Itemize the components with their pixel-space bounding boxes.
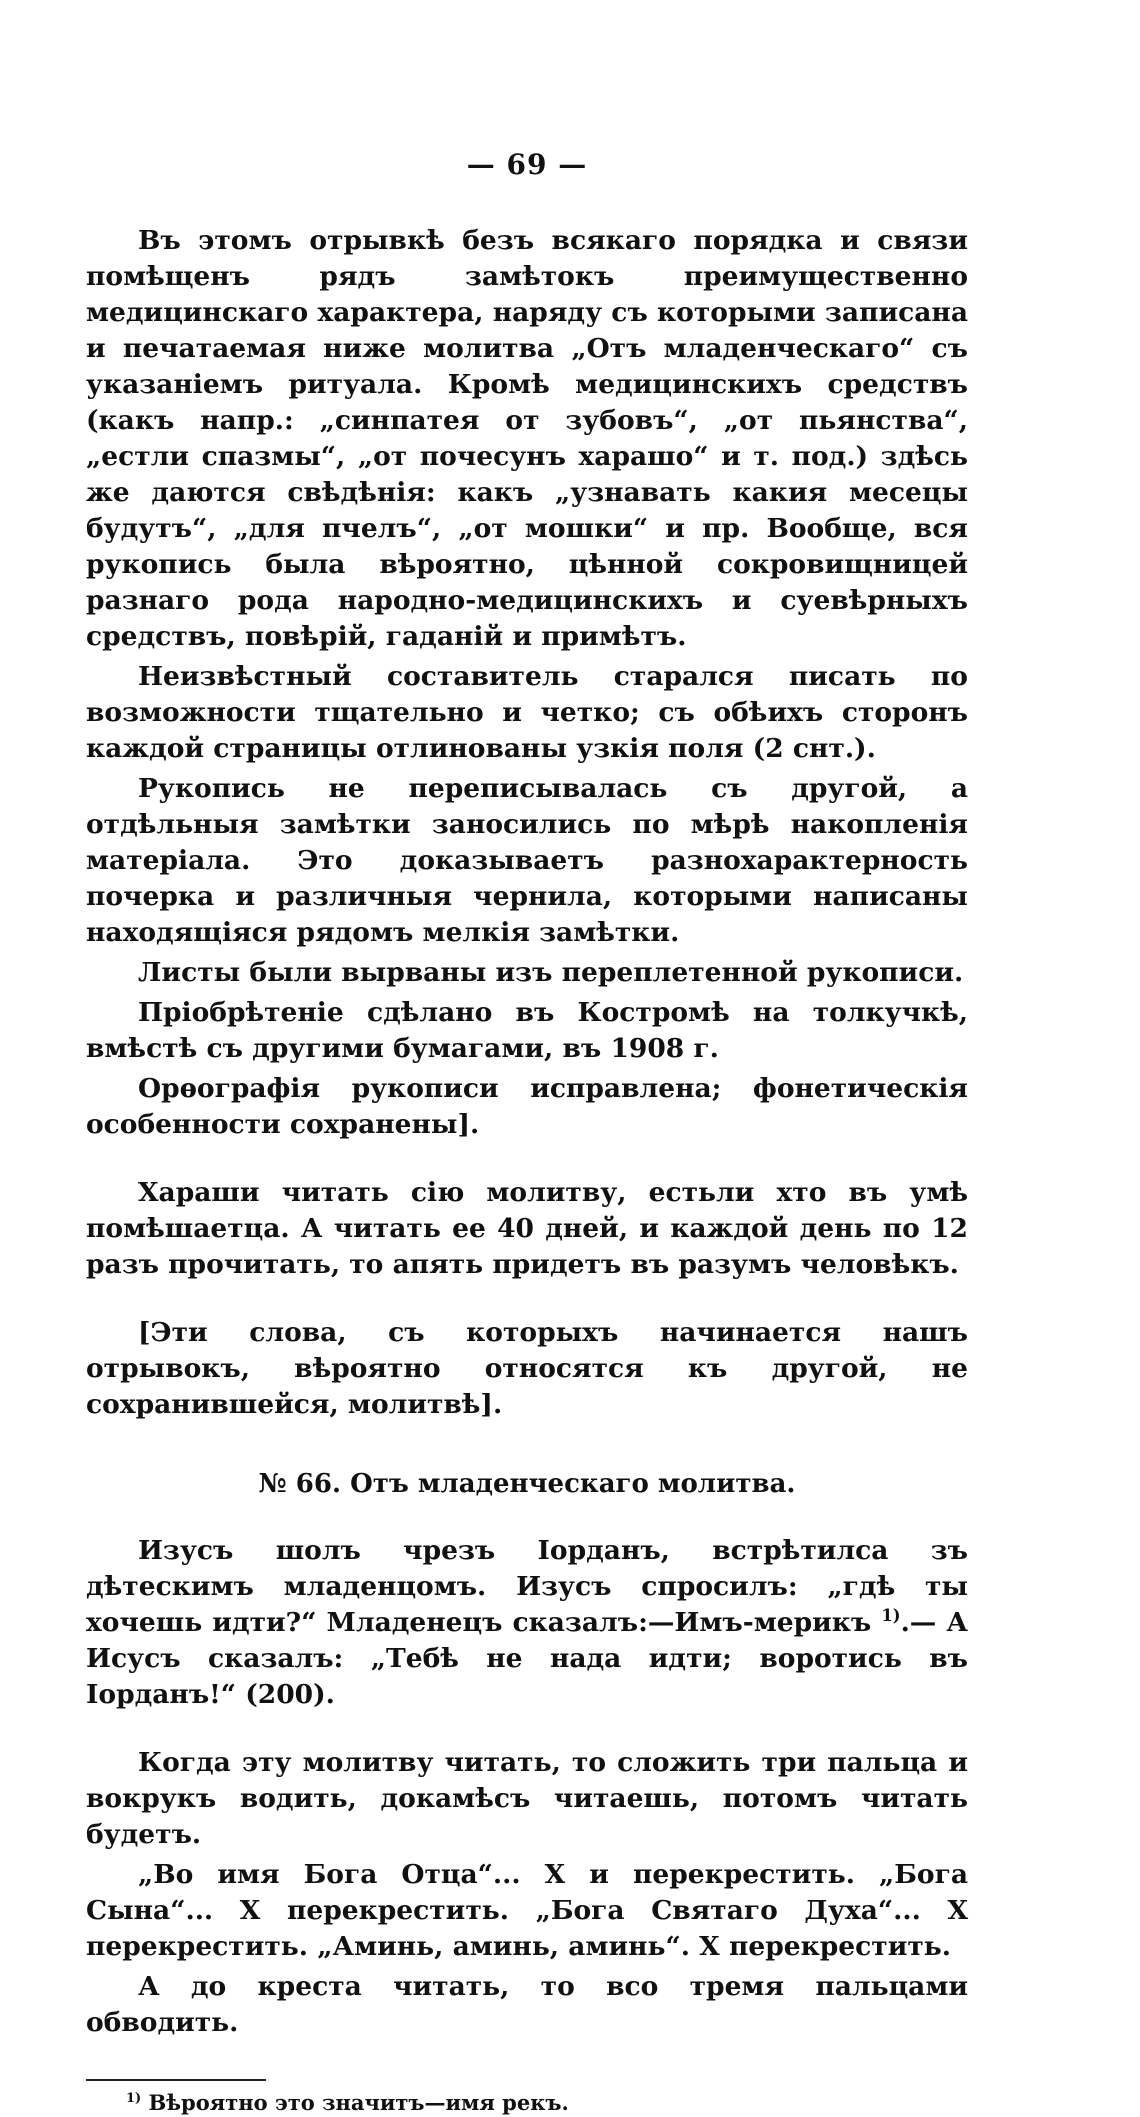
document-page	[86, 148, 968, 2117]
prayer-text-before-note: Изусъ шолъ чрезъ Іорданъ, встрѣтилса зъ дѣтескимъ младенцомъ. Изусъ спросилъ: „гдѣ ты хочешь идти?“ Младенецъ сказалъ:—Имъ-мерикъ	[86, 1535, 968, 1638]
footnote-text: Вѣроятно это значитъ—имя рекъ.	[148, 2090, 569, 2115]
footnote	[86, 2089, 968, 2117]
intro-paragraph-1: Въ этомъ отрывкѣ безъ всякаго порядка и связи помѣщенъ рядъ замѣтокъ преимущественно медицинскаго характера, наряду съ которыми записана и печатаемая ниже молитва „Отъ младенческаго“ съ указаніемъ ритуала. Кромѣ медицинскихъ средствъ (какъ напр.: „синпатея от зубовъ“, „от пьянства“, „естли спазмы“, „от почесунъ харашо“ и т. под.) здѣсь же даются свѣдѣнія: какъ „узнавать какия месецы будутъ“, „для пчелъ“, „от мошки“ и пр. Вообще, вся рукопись была вѣроятно, цѣнной сокровищницей разнаго рода народно-медицинскихъ и суевѣрныхъ средствъ, повѣрій, гаданій и примѣтъ.	[86, 225, 968, 652]
intro-paragraph-2: Неизвѣстный составитель старался писать по возможности тщательно и четко; съ обѣихъ сторонъ каждой страницы отлинованы узкія поля (2 снт.).	[86, 661, 968, 764]
intro-paragraph-4: Листы были вырваны изъ переплетенной рукописи.	[138, 957, 964, 988]
section-heading: № 66. Отъ младенческаго молитва.	[258, 1469, 796, 1499]
prayer-text-after-note: .— А Исусъ сказалъ: „Тебѣ не нада идти; воротись въ Іорданъ!“ (200).	[86, 1607, 968, 1710]
footnote-marker: 1)	[126, 2091, 142, 2106]
footnote-reference: 1)	[881, 1606, 901, 1626]
ritual-paragraph-3: А до креста читать, то всо тремя пальцами обводить.	[86, 1971, 968, 2038]
prayer-intro-paragraph: Хараши читать сію молитву, естьли хто въ умѣ помѣшаетца. А читать ее 40 дней, и каждой день по 12 разъ прочитать, то апять придетъ въ разумъ человѣкъ.	[86, 1177, 968, 1280]
intro-paragraph-6: Орѳографія рукописи исправлена; фонетическія особенности сохранены].	[86, 1073, 968, 1140]
intro-paragraph-3: Рукопись не переписывалась съ другой, а отдѣльныя замѣтки заносились по мѣрѣ накопленія матеріала. Это доказываетъ разнохарактерность почерка и различныя чернила, которыми написаны находящіяся рядомъ мелкія замѣтки.	[86, 773, 968, 948]
prayer-text-paragraph	[86, 1533, 968, 1713]
ritual-paragraph-1: Когда эту молитву читать, то сложить три пальца и вокрукъ водить, докамѣсъ читаешь, потомъ читать будетъ.	[86, 1747, 968, 1850]
editor-note-paragraph: [Эти слова, съ которыхъ начинается нашъ отрывокъ, вѣроятно относятся къ другой, не сохранившейся, молитвѣ].	[86, 1317, 968, 1420]
intro-paragraph-5: Пріобрѣтеніе сдѣлано въ Костромѣ на толкучкѣ, вмѣстѣ съ другими бумагами, въ 1908 г.	[86, 997, 968, 1064]
page-number: — 69 —	[466, 148, 588, 181]
ritual-paragraph-2: „Во имя Бога Отца“... Х и перекрестить. „Бога Сына“... Х перекрестить. „Бога Святаго Духа“... Х перекрестить. „Аминь, аминь, аминь“. Х перекрестить.	[86, 1859, 968, 1962]
footnote-divider	[86, 2079, 266, 2081]
